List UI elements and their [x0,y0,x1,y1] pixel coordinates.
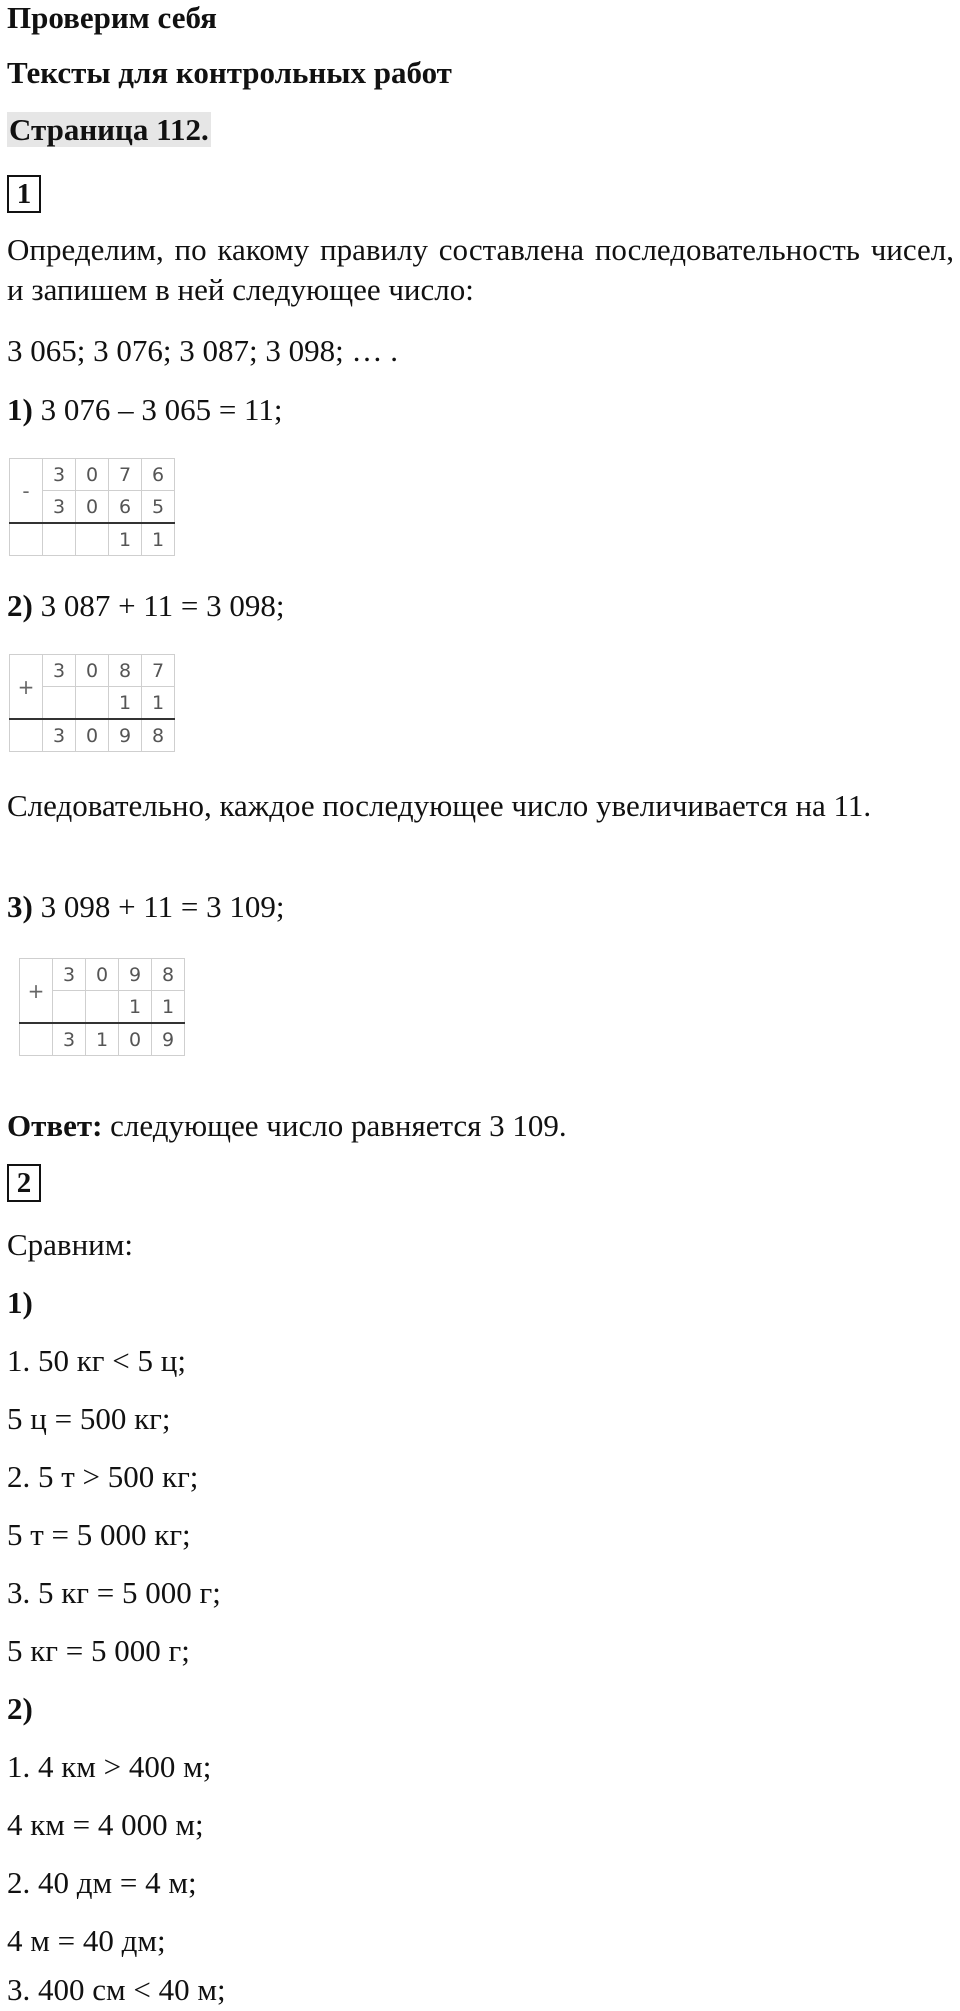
answer-label: Ответ: [7,1108,103,1143]
task1-step1 [7,390,283,430]
grid-cell: 8 [142,719,175,752]
task2-line: 1. 50 кг < 5 ц; [7,1343,186,1378]
grid-cell [20,1023,53,1056]
task1-step2 [7,586,285,626]
task2-part1-label: 1) [7,1285,33,1320]
grid-cell: 1 [86,1023,119,1056]
grid-operator: - [10,459,43,524]
grid-cell: 1 [109,523,142,556]
grid-cell: 0 [76,459,109,491]
task2-part2-label: 2) [7,1691,33,1726]
task-number-1: 1 [7,175,41,213]
task1-sequence: 3 065; 3 076; 3 087; 3 098; … . [7,333,398,368]
task1-step3 [7,887,285,927]
grid-operator: + [10,655,43,720]
step3-text: 3 098 + 11 = 3 109; [32,889,285,924]
grid-row [20,959,185,991]
grid-cell [43,687,76,720]
grid-cell: 3 [43,491,76,524]
section-title: Проверим себя [7,0,217,35]
grid-cell [76,523,109,556]
grid-row [10,655,175,687]
grid-cell [10,523,43,556]
grid-cell: 3 [43,459,76,491]
answer-text: следующее число равняется 3 109. [102,1108,567,1143]
grid-cell [43,523,76,556]
grid-cell: 9 [152,1023,185,1056]
grid-result-row [10,523,175,556]
subtraction-grid [9,458,175,556]
task2-line: 5 т = 5 000 кг; [7,1517,191,1552]
section-subtitle: Тексты для контрольных работ [7,55,452,90]
step2-text: 3 087 + 11 = 3 098; [32,588,285,623]
grid-cell [76,687,109,720]
step1-label: 1) [7,392,33,427]
grid-cell: 3 [53,1023,86,1056]
grid-cell: 7 [142,655,175,687]
grid-cell: 0 [76,719,109,752]
grid-cell: 1 [109,687,142,720]
grid-cell: 1 [142,687,175,720]
grid-cell: 3 [53,959,86,991]
grid-cell: 0 [76,655,109,687]
grid-cell: 0 [86,959,119,991]
task2-line: 1. 4 км > 400 м; [7,1749,212,1784]
task2-line: 4 м = 40 дм; [7,1923,166,1958]
task1-intro: Определим, по какому правилу составлена последовательность чисел, и запишем в ней следующее число: [7,232,954,307]
task2-line: 3. 400 см < 40 м; [7,1972,226,2007]
grid-cell: 5 [142,491,175,524]
grid-row [10,459,175,491]
step2-label: 2) [7,588,33,623]
grid-cell: 1 [119,991,152,1024]
grid-cell: 7 [109,459,142,491]
grid-cell: 8 [152,959,185,991]
task2-line: 5 кг = 5 000 г; [7,1633,190,1668]
task1-answer [7,1106,567,1146]
task2-line: 5 ц = 500 кг; [7,1401,171,1436]
step3-label: 3) [7,889,33,924]
task2-line: 2. 5 т > 500 кг; [7,1459,199,1494]
grid-cell: 0 [76,491,109,524]
task2-line: 3. 5 кг = 5 000 г; [7,1575,221,1610]
grid-cell: 8 [109,655,142,687]
grid-cell: 3 [43,655,76,687]
task2-line: 4 км = 4 000 м; [7,1807,204,1842]
grid-cell: 3 [43,719,76,752]
addition-grid-2 [19,958,185,1056]
grid-cell: 6 [142,459,175,491]
step1-text: 3 076 – 3 065 = 11; [32,392,283,427]
addition-grid-1 [9,654,175,752]
page-label-text: Страница 112. [9,112,209,147]
grid-cell [10,719,43,752]
page-label [7,110,211,150]
grid-cell: 1 [142,523,175,556]
grid-operator: + [20,959,53,1024]
task-number-2: 2 [7,1164,41,1202]
task1-conclusion: Следовательно, каждое последующее число увеличивается на 11. [7,788,872,823]
grid-cell: 9 [119,959,152,991]
grid-result-row [20,1023,185,1056]
task2-line: 2. 40 дм = 4 м; [7,1865,197,1900]
grid-cell: 0 [119,1023,152,1056]
grid-cell: 1 [152,991,185,1024]
task2-intro: Сравним: [7,1227,133,1262]
grid-cell: 6 [109,491,142,524]
grid-cell: 9 [109,719,142,752]
grid-result-row [10,719,175,752]
grid-cell [86,991,119,1024]
grid-cell [53,991,86,1024]
